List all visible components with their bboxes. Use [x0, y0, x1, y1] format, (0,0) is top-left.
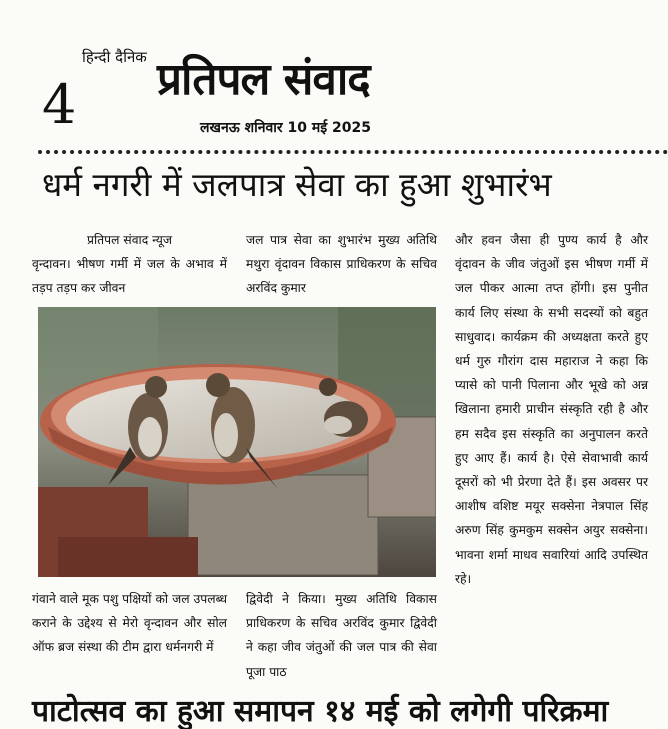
column-3 — [455, 228, 648, 591]
column-2-top — [246, 228, 437, 301]
byline: प्रतिपल संवाद न्यूज — [86, 233, 173, 247]
col1-top-text: वृन्दावन। भीषण गर्मी में जल के अभाव में तड़प तड़प कर जीवन — [32, 257, 227, 296]
column-1-bottom — [32, 587, 227, 660]
page-number: 4 — [42, 73, 77, 136]
dateline-date: 10 मई 2025 — [287, 120, 371, 136]
dateline — [200, 118, 371, 137]
dateline-place-day: लखनऊ शनिवार — [200, 120, 283, 136]
dotted-divider — [38, 150, 668, 154]
col3-text: और हवन जैसा ही पुण्य कार्य है और वृंदावन के जीव जंतुओं इस भीषण गर्मी में जल पीकर आत्मा तप्त होंगी। इस पुनीत कार्य लिए संस्था के सभी सदस्यों को बहुत साधुवाद। कार्यक्रम की अध्यक्षता करते हुए धर्म गुरु गौरांग दास महाराज ने कहा कि प्यासे को पानी पिलाना और भूखे को अन्न खिलाना हमारी प्राचीन संस्कृति रही है और हम सदैव इस संस्कृति का अनुपालन करते हुए आए हैं। कार्य है। ऐसे सेवाभावी कार्य दूसरों को भी प्रेरणा देते हैं। इस अवसर पर आशीष वशिष्ट मयूर सक्सेना नेत्रपाल सिंह अरुण सिंह कुमकुम सक्सेन अयुर सक्सेना। भावना शर्मा माधव सवारियां आदि उपस्थित रहे। — [455, 233, 648, 586]
photo-illustration — [38, 307, 436, 577]
column-2-bottom — [246, 587, 437, 684]
col1-bottom-text: गंवाने वाले मूक पशु पक्षियों को जल उपलब्ध कराने के उद्देश्य से मेरो वृन्दावन और सोल ऑफ ब्रज संस्था की टीम द्वारा धर्मनगरी में — [32, 592, 227, 655]
newspaper-title: प्रतिपल संवाद — [157, 54, 370, 105]
next-article-headline: पाटोत्सव का हुआ समापन १४ मई को लगेगी परिक्रमा — [32, 694, 609, 729]
col2-top-text: जल पात्र सेवा का शुभारंभ मुख्य अतिथि मथुरा वृंदावन विकास प्राधिकरण के सचिव अरविंद कुमार — [246, 233, 437, 296]
article-headline: धर्म नगरी में जलपात्र सेवा का हुआ शुभारंभ — [42, 165, 552, 204]
column-1-top — [32, 228, 227, 301]
article-photo-sparrows-water-bowl — [38, 307, 436, 577]
col2-bottom-text: द्विवेदी ने किया। मुख्य अतिथि विकास प्राधिकरण के सचिव अरविंद कुमार द्विवेदी ने कहा जीव जंतुओं की जल पात्र की सेवा पूजा पाठ — [246, 592, 437, 679]
daily-label: हिन्दी दैनिक — [82, 48, 147, 66]
